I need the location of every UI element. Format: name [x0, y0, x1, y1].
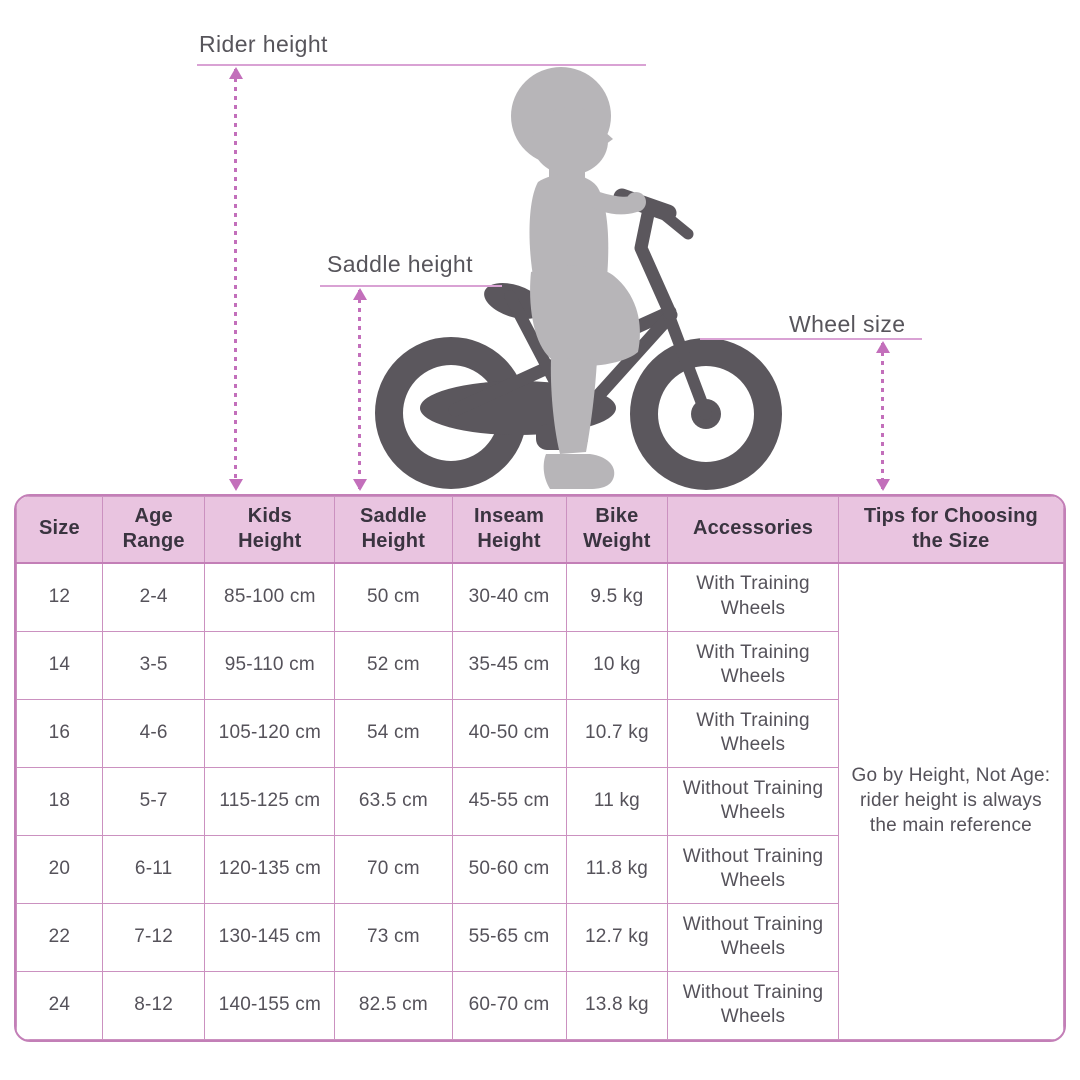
table-cell: 45-55 cm	[452, 767, 566, 835]
arrow-down-icon	[353, 479, 367, 491]
arrow-up-icon	[353, 288, 367, 300]
rider-height-line	[197, 64, 646, 66]
table-cell: 40-50 cm	[452, 699, 566, 767]
table-cell: 52 cm	[335, 631, 452, 699]
tips-cell: Go by Height, Not Age: rider height is always the main reference	[838, 563, 1063, 1040]
col-header-bike-weight: Bike Weight	[566, 497, 668, 563]
col-header-inseam-height: Inseam Height	[452, 497, 566, 563]
table-cell: 55-65 cm	[452, 903, 566, 971]
table-cell: 120-135 cm	[205, 835, 335, 903]
illustration-area	[0, 0, 1080, 494]
table-cell: 18	[17, 767, 103, 835]
shoe	[544, 454, 615, 489]
table-cell: With Training Wheels	[668, 631, 839, 699]
rider-height-arrow	[234, 69, 237, 489]
col-header-size: Size	[17, 497, 103, 563]
table-row	[17, 563, 1064, 632]
table-cell: 115-125 cm	[205, 767, 335, 835]
col-header-kids-height: Kids Height	[205, 497, 335, 563]
table-cell: 13.8 kg	[566, 971, 668, 1039]
table-cell: 10 kg	[566, 631, 668, 699]
table-cell: 85-100 cm	[205, 563, 335, 632]
table-cell: 3-5	[102, 631, 205, 699]
table-cell: 130-145 cm	[205, 903, 335, 971]
wheel-size-label: Wheel size	[789, 311, 906, 337]
wheel-size-line	[700, 338, 922, 340]
rider-height-label: Rider height	[199, 31, 328, 57]
table-cell: 10.7 kg	[566, 699, 668, 767]
leg	[551, 358, 597, 454]
table-cell: 35-45 cm	[452, 631, 566, 699]
table-cell: 16	[17, 699, 103, 767]
table-cell: 4-6	[102, 699, 205, 767]
table-cell: 9.5 kg	[566, 563, 668, 632]
col-header-tips: Tips for Choosing the Size	[838, 497, 1063, 563]
table-cell: 50-60 cm	[452, 835, 566, 903]
bike-size-table	[16, 496, 1064, 1040]
table-cell: 14	[17, 631, 103, 699]
table-cell: 11.8 kg	[566, 835, 668, 903]
arrow-down-icon	[229, 479, 243, 491]
col-header-age-range: Age Range	[102, 497, 205, 563]
saddle-height-arrow	[358, 290, 361, 489]
arrow-up-icon	[876, 341, 890, 353]
table-cell: 8-12	[102, 971, 205, 1039]
table-cell: 95-110 cm	[205, 631, 335, 699]
table-cell: 22	[17, 903, 103, 971]
table-cell: 82.5 cm	[335, 971, 452, 1039]
table-cell: With Training Wheels	[668, 563, 839, 632]
table-cell: 6-11	[102, 835, 205, 903]
table-cell: 12.7 kg	[566, 903, 668, 971]
hand	[626, 192, 646, 212]
table-cell: 20	[17, 835, 103, 903]
wheel-size-arrow	[881, 343, 884, 489]
arrow-up-icon	[229, 67, 243, 79]
table-cell: 11 kg	[566, 767, 668, 835]
handlebar	[641, 214, 670, 313]
shorts	[530, 266, 640, 366]
table-cell: Without Training Wheels	[668, 767, 839, 835]
col-header-accessories: Accessories	[668, 497, 839, 563]
table-cell: 2-4	[102, 563, 205, 632]
table-cell: 140-155 cm	[205, 971, 335, 1039]
saddle-height-label: Saddle height	[327, 251, 473, 277]
table-cell: 70 cm	[335, 835, 452, 903]
table-cell: 24	[17, 971, 103, 1039]
table-cell: 7-12	[102, 903, 205, 971]
col-header-saddle-height: Saddle Height	[335, 497, 452, 563]
table-cell: With Training Wheels	[668, 699, 839, 767]
size-table	[14, 494, 1066, 1042]
table-cell: 105-120 cm	[205, 699, 335, 767]
table-cell: 60-70 cm	[452, 971, 566, 1039]
table-cell: Without Training Wheels	[668, 903, 839, 971]
table-cell: 54 cm	[335, 699, 452, 767]
table-cell: 73 cm	[335, 903, 452, 971]
table-cell: 12	[17, 563, 103, 632]
table-cell: Without Training Wheels	[668, 835, 839, 903]
arrow-down-icon	[876, 479, 890, 491]
table-cell: 30-40 cm	[452, 563, 566, 632]
table-cell: 5-7	[102, 767, 205, 835]
child-with-bike-illustration	[0, 0, 1080, 494]
table-cell: 63.5 cm	[335, 767, 452, 835]
saddle-height-line	[320, 285, 502, 287]
table-cell: Without Training Wheels	[668, 971, 839, 1039]
table-cell: 50 cm	[335, 563, 452, 632]
table-header-row	[17, 497, 1064, 563]
